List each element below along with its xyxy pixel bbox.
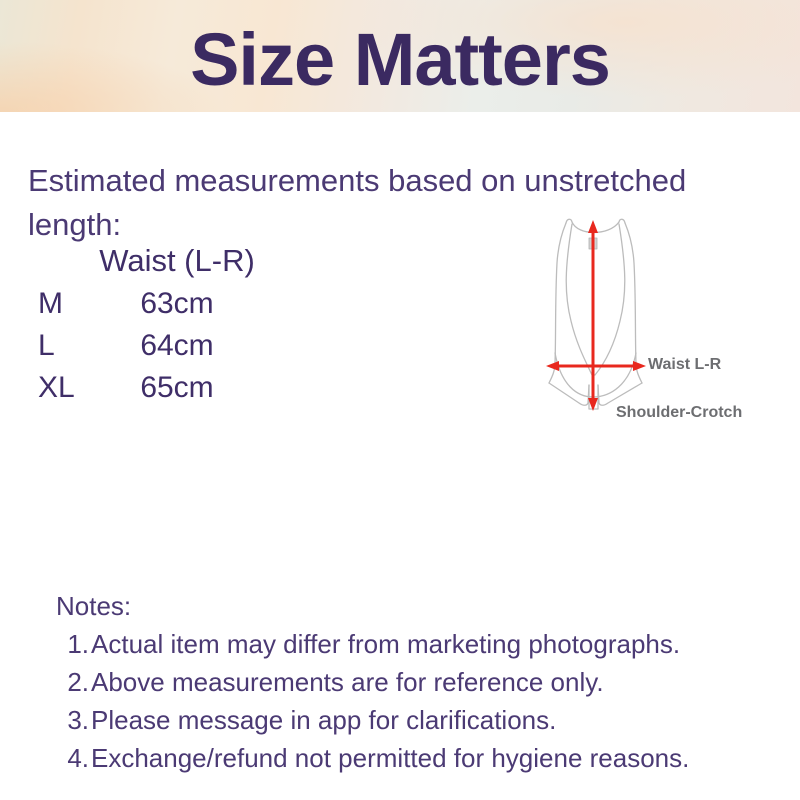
table-row-size: M xyxy=(38,287,63,320)
note-number: 4. xyxy=(67,743,89,773)
table-row-value: 65cm xyxy=(140,371,214,404)
table-row-value: 64cm xyxy=(140,329,214,362)
singlet-diagram xyxy=(535,205,665,425)
note-text: Exchange/refund not permitted for hygiene reasons. xyxy=(91,743,690,773)
size-table xyxy=(38,238,258,409)
waist-measure-label: Waist L-R xyxy=(648,356,722,373)
note-number: 3. xyxy=(67,705,89,735)
page-title: Size Matters xyxy=(190,17,610,101)
notes-section xyxy=(56,588,689,777)
note-text: Actual item may differ from marketing photographs. xyxy=(91,629,681,659)
intro-text: Estimated measurements based on unstretched length: xyxy=(28,163,687,242)
notes-heading: Notes: xyxy=(56,591,132,621)
garment-sketch xyxy=(549,219,642,409)
table-row-value: 63cm xyxy=(140,287,214,320)
note-item xyxy=(56,663,689,701)
note-number: 2. xyxy=(67,667,89,697)
table-corner-spacer xyxy=(38,238,96,283)
note-text: Above measurements are for reference only. xyxy=(91,667,604,697)
note-number: 1. xyxy=(67,629,89,659)
table-row-size: L xyxy=(38,329,55,362)
note-item xyxy=(56,701,689,739)
note-text: Please message in app for clarifications. xyxy=(91,705,557,735)
table-row-size: XL xyxy=(38,371,75,404)
shoulder-crotch-measure-label: Shoulder-Crotch xyxy=(616,404,743,421)
table-column-header: Waist (L-R) xyxy=(99,242,255,278)
note-item xyxy=(56,739,689,777)
header-band xyxy=(0,0,800,112)
note-item xyxy=(56,625,689,663)
